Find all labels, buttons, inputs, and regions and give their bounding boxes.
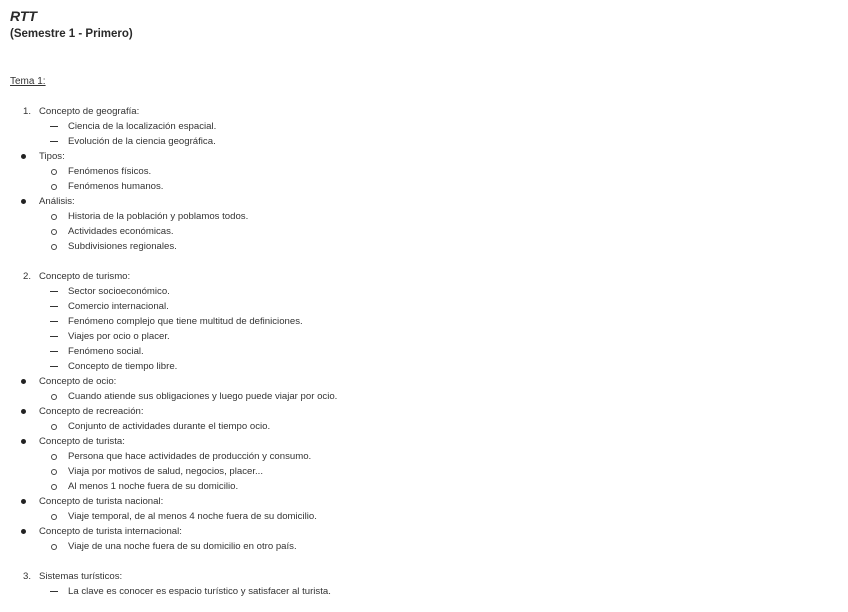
list-item-text: Viajes por ocio o placer. (68, 331, 170, 342)
bullet-circle-icon (51, 394, 57, 400)
list-item-text: Viaje temporal, de al menos 4 noche fuera de su domicilio. (68, 511, 317, 522)
bullet-circle-icon (51, 469, 57, 475)
bullet-dot-icon (21, 199, 26, 204)
list-item-text: Sistemas turísticos: (39, 571, 123, 582)
bullet-dash-icon (50, 291, 58, 292)
bullet-dot-icon (21, 154, 26, 159)
list-item-text: Concepto de turista: (39, 436, 125, 447)
list-item-text: Concepto de recreación: (39, 406, 144, 417)
bullet-dot-icon (21, 379, 26, 384)
bullet-circle-icon (51, 514, 57, 520)
bullet-circle-icon (51, 544, 57, 550)
list-item-text: Fenómenos humanos. (68, 181, 164, 192)
bullet-dash-icon (50, 351, 58, 352)
bullet-circle-icon (51, 484, 57, 490)
bullet-dot-icon (21, 529, 26, 534)
list-item-text: Conjunto de actividades durante el tiempo ocio. (68, 421, 271, 432)
document (10, 8, 840, 597)
bullet-dash-icon (50, 306, 58, 307)
bullet-dash-icon (50, 141, 58, 142)
list-item-text: Cuando atiende sus obligaciones y luego puede viajar por ocio. (68, 391, 338, 402)
bullet-dash-icon (50, 336, 58, 337)
list-item-text: Al menos 1 noche fuera de su domicilio. (68, 481, 239, 492)
list-item-text: Concepto de turista nacional: (39, 496, 164, 507)
list-number: 2. (23, 271, 32, 282)
list-item-text: Viaja por motivos de salud, negocios, placer... (68, 466, 264, 477)
list-item-text: Concepto de geografía: (39, 106, 140, 117)
list-item-text: Concepto de tiempo libre. (68, 361, 178, 372)
bullet-dash-icon (50, 126, 58, 127)
list-item-text: Concepto de ocio: (39, 376, 117, 387)
list-item-text: Subdivisiones regionales. (68, 241, 177, 252)
section-heading: Tema 1: (10, 76, 46, 87)
bullet-dot-icon (21, 409, 26, 414)
bullet-circle-icon (51, 229, 57, 235)
list-item-text: Comercio internacional. (68, 301, 169, 312)
bullet-dash-icon (50, 591, 58, 592)
list-item-text: Evolución de la ciencia geográfica. (68, 136, 216, 147)
list-item-text: Viaje de una noche fuera de su domicilio en otro país. (68, 541, 297, 552)
list-item-text: Concepto de turismo: (39, 271, 131, 282)
bullet-dot-icon (21, 439, 26, 444)
list-item-text: Fenómeno social. (68, 346, 144, 357)
list-item-text: Fenómeno complejo que tiene multitud de definiciones. (68, 316, 303, 327)
bullet-dash-icon (50, 321, 58, 322)
list-item-text: Actividades económicas. (68, 226, 174, 237)
bullet-circle-icon (51, 214, 57, 220)
list-item-text: Tipos: (39, 151, 65, 162)
list-item-text: Historia de la población y poblamos todos. (68, 211, 249, 222)
list-item-text: Ciencia de la localización espacial. (68, 121, 217, 132)
list-item-text: Persona que hace actividades de producción y consumo. (68, 451, 312, 462)
bullet-circle-icon (51, 184, 57, 190)
list-item-text: Fenómenos físicos. (68, 166, 152, 177)
bullet-circle-icon (51, 244, 57, 250)
list-item-text: Concepto de turista internacional: (39, 526, 182, 537)
list-number: 1. (23, 106, 32, 117)
document-subtitle: (Semestre 1 - Primero) (10, 28, 133, 40)
bullet-dash-icon (50, 366, 58, 367)
list-item-text: Sector socioeconómico. (68, 286, 170, 297)
list-item-text: Análisis: (39, 196, 75, 207)
bullet-circle-icon (51, 454, 57, 460)
bullet-dot-icon (21, 499, 26, 504)
document-title: RTT (10, 8, 37, 24)
bullet-circle-icon (51, 169, 57, 175)
list-item-text: La clave es conocer es espacio turístico y satisfacer al turista. (68, 586, 331, 597)
bullet-circle-icon (51, 424, 57, 430)
list-number: 3. (23, 571, 32, 582)
